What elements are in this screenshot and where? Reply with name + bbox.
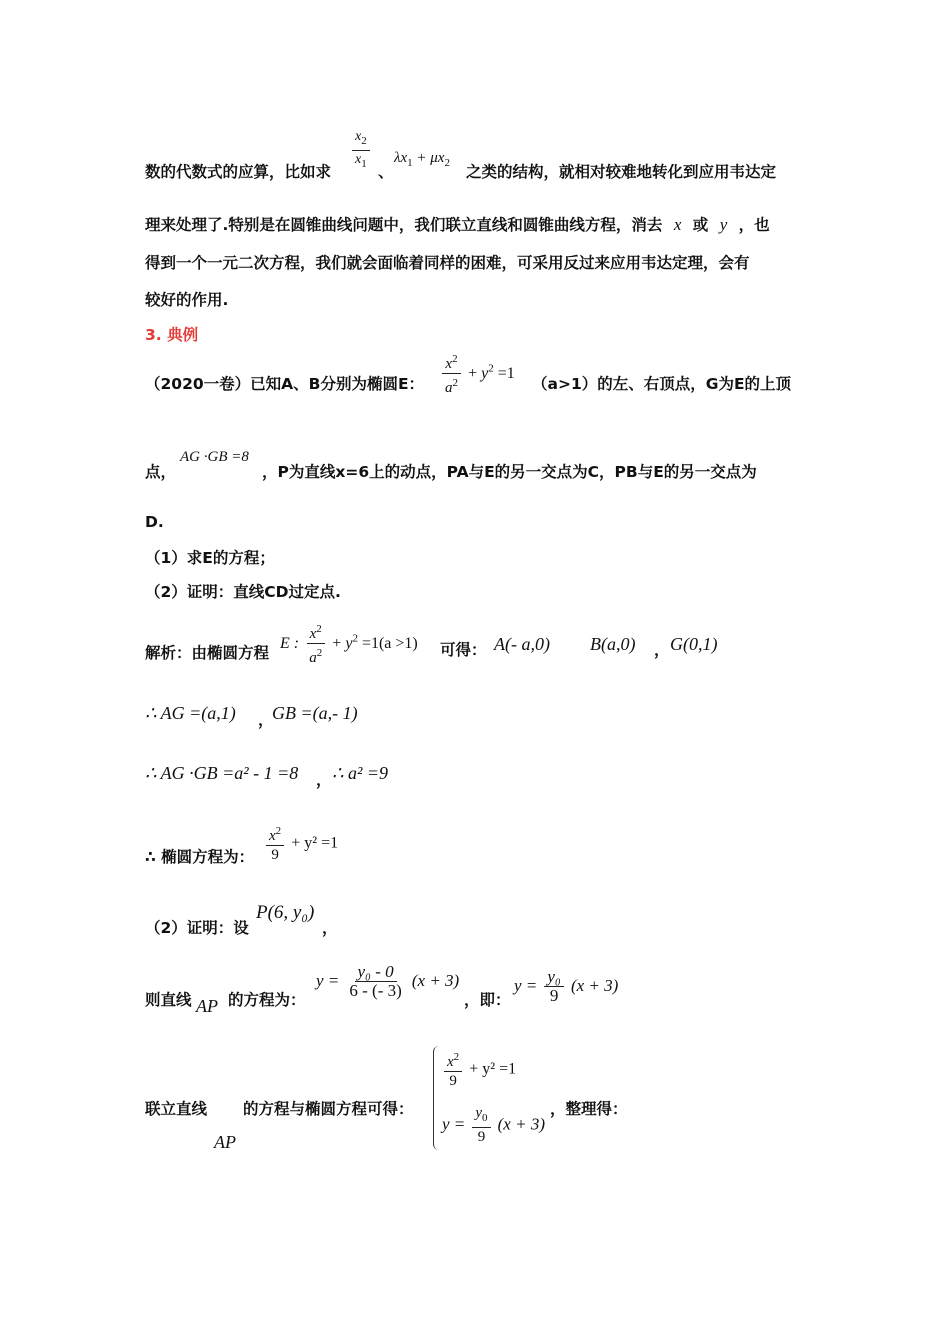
- dot-product-condition: AG ·GB =8: [180, 449, 249, 465]
- system-label-a: 联立直线: [145, 1100, 208, 1118]
- ellipse-equation-solution: E : $\frac{x^2}{a^2}$ + $y^2 =1(a >1)$: [280, 620, 418, 667]
- text: 数的代数式的应算，比如求: [145, 163, 332, 181]
- comma-2: ，: [258, 711, 274, 729]
- fraction-x2-over-x1: $\frac{x_2}{x_1}$: [350, 128, 372, 173]
- problem-line-3: D.: [145, 513, 164, 531]
- system-brace: [433, 1046, 442, 1150]
- ap-equation-1: y = $\frac{\text{y₀ - 0}}{6 - (- 3)}$ (x + 3): [316, 962, 460, 1000]
- system-tail: ，整理得：: [550, 1100, 628, 1118]
- question-1: （1）求E的方程；: [145, 549, 275, 567]
- vector-gb: GB =(a,- 1): [272, 703, 358, 723]
- ellipse-label: ∴ 椭圆方程为：: [145, 848, 255, 866]
- part2-label: （2）证明：设: [145, 919, 249, 937]
- section-title: 3. 典例: [145, 326, 199, 344]
- dot-product-line: ∴ AG ·GB =a² - 1 =8: [145, 763, 299, 783]
- problem-condition: （a>1）的左、右顶点，G为E的上顶: [532, 375, 792, 393]
- ellipse-final-equation: $\frac{x^2}{9}$ + y² =1: [264, 822, 338, 864]
- ap-equation-2: y = $\frac{\text{y₀}}{9}$ (x + 3): [514, 967, 619, 1005]
- can-get: 可得：: [440, 641, 487, 659]
- problem-line-2b: ，P为直线x=6上的动点，PA与E的另一交点为C，PB与E的另一交点为: [262, 463, 757, 481]
- intro-paragraph-line-1b: 之类的结构，就相对较难地转化到应用韦达定: [466, 163, 777, 181]
- ap-label-b: 的方程为：: [228, 991, 306, 1009]
- question-2: （2）证明：直线CD过定点.: [145, 583, 341, 601]
- point-a: A(- a,0): [494, 634, 550, 654]
- intro-paragraph-line-4: 较好的作用.: [145, 291, 229, 309]
- system-row-2: y = $\frac{y_0}{9}$ (x + 3): [442, 1105, 545, 1145]
- problem-intro: （2020一卷）已知A、B分别为椭圆E：: [145, 375, 425, 393]
- intro-paragraph-line-3: 得到一个一元二次方程，我们就会面临着同样的困难，可采用反过来应用韦达定理，会有: [145, 254, 750, 272]
- comma-3: ，: [316, 771, 332, 789]
- point-p: P(6, y₀): [256, 902, 315, 923]
- lambda-mu-expression: $\lambda x_1 + \mu x_2$: [394, 150, 450, 169]
- system-var-ap: AP: [214, 1132, 236, 1152]
- ie: ，即：: [464, 991, 511, 1009]
- ap-label-a: 则直线: [145, 991, 192, 1009]
- point-b: B(a,0): [590, 634, 636, 654]
- intro-paragraph-line-1: [145, 160, 331, 184]
- intro-paragraph-line-2: 理来处理了.特别是在圆锥曲线问题中，我们联立直线和圆锥曲线方程，消去 x 或 y ，也: [145, 215, 770, 234]
- separator: 、: [378, 163, 394, 181]
- system-label-b: 的方程与椭圆方程可得：: [243, 1100, 414, 1118]
- point-g: G(0,1): [670, 634, 718, 654]
- comma: ，: [654, 641, 670, 659]
- ap-var: AP: [196, 996, 218, 1016]
- system-row-1: $\frac{x^2}{9}$ + y² =1: [442, 1048, 516, 1090]
- problem-line-2a: 点，: [145, 463, 177, 481]
- comma-4: ，: [322, 919, 338, 937]
- a-squared: ∴ a² =9: [332, 763, 388, 783]
- solution-intro: 解析：由椭圆方程: [145, 644, 270, 662]
- ellipse-equation-problem: $\frac{x^2}{a^2}$ + $y^2 =1$: [440, 350, 515, 397]
- vector-ag: ∴ AG =(a,1): [145, 703, 236, 723]
